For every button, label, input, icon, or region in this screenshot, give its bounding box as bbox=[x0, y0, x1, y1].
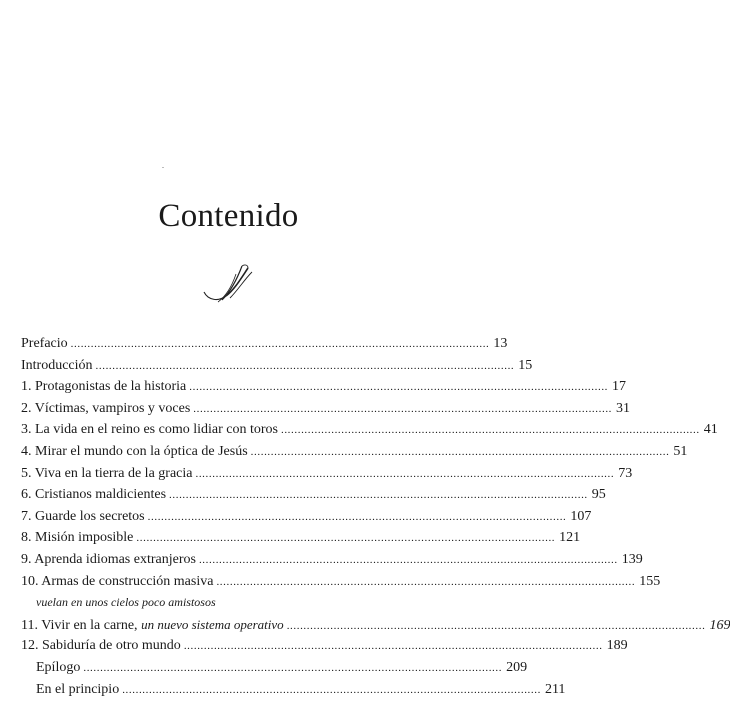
toc-entry[interactable] bbox=[21, 527, 425, 549]
toc-entry-title-italic: un nuevo sistema operativo bbox=[141, 617, 284, 632]
toc-entry[interactable] bbox=[21, 679, 425, 701]
dot-leader: ............................................................................................................................. bbox=[287, 616, 706, 638]
toc-entry-subtitle bbox=[21, 592, 425, 614]
toc-entry[interactable] bbox=[21, 571, 425, 593]
toc-entry-title bbox=[21, 614, 284, 637]
toc-entry-title: Prefacio bbox=[21, 333, 68, 355]
dot-leader: ............................................................................................................................. bbox=[281, 420, 700, 442]
toc-entry-page: 41 bbox=[704, 419, 718, 441]
toc-entry[interactable] bbox=[21, 549, 425, 571]
toc-entry[interactable] bbox=[21, 419, 425, 441]
flourish-ornament-icon bbox=[196, 262, 258, 308]
dot-leader: ............................................................................................................................. bbox=[136, 528, 555, 550]
toc-entry-title: 10. Armas de construcción masiva bbox=[21, 571, 213, 593]
toc-entry-title: 1. Protagonistas de la historia bbox=[21, 376, 186, 398]
toc-entry-page: 139 bbox=[622, 549, 643, 571]
toc-entry-title: 9. Aprenda idiomas extranjeros bbox=[21, 549, 196, 571]
toc-entry[interactable] bbox=[21, 635, 425, 657]
toc-entry[interactable] bbox=[21, 376, 425, 398]
dot-leader: ............................................................................................................................. bbox=[96, 356, 515, 378]
toc-entry-title: 7. Guarde los secretos bbox=[21, 506, 145, 528]
dot-leader: ............................................................................................................................. bbox=[122, 680, 541, 701]
toc-entry-title: 8. Misión imposible bbox=[21, 527, 133, 549]
toc-entry-page: 15 bbox=[518, 355, 532, 377]
toc-entry[interactable] bbox=[21, 355, 425, 377]
toc-entry-page: 121 bbox=[559, 527, 580, 549]
dot-leader: ............................................................................................................................. bbox=[193, 399, 612, 421]
toc-entry-subtitle-text: vuelan en unos cielos poco amistosos bbox=[36, 592, 216, 614]
table-of-contents bbox=[21, 333, 425, 700]
stray-mark bbox=[162, 167, 164, 168]
toc-entry-page: 189 bbox=[607, 635, 628, 657]
page-title: Contenido bbox=[0, 196, 457, 236]
dot-leader: ............................................................................................................................. bbox=[189, 377, 608, 399]
toc-entry-page: 211 bbox=[545, 679, 565, 701]
dot-leader: ............................................................................................................................. bbox=[71, 334, 490, 356]
toc-entry-page: 169 bbox=[709, 615, 730, 637]
dot-leader: ............................................................................................................................. bbox=[148, 507, 567, 529]
toc-entry-page: 95 bbox=[592, 484, 606, 506]
toc-entry-title: 6. Cristianos maldicientes bbox=[21, 484, 166, 506]
toc-entry-title: 3. La vida en el reino es como lidiar con toros bbox=[21, 419, 278, 441]
toc-entry-page: 17 bbox=[612, 376, 626, 398]
toc-entry-page: 31 bbox=[616, 398, 630, 420]
toc-entry-title: Epílogo bbox=[36, 657, 80, 679]
toc-entry-title: 4. Mirar el mundo con la óptica de Jesús bbox=[21, 441, 248, 463]
toc-entry[interactable] bbox=[21, 441, 425, 463]
toc-entry[interactable] bbox=[21, 463, 425, 485]
toc-entry[interactable] bbox=[21, 398, 425, 420]
dot-leader: ............................................................................................................................. bbox=[195, 464, 614, 486]
dot-leader: ............................................................................................................................. bbox=[199, 550, 618, 572]
toc-entry-title: 2. Víctimas, vampiros y voces bbox=[21, 398, 190, 420]
toc-entry[interactable] bbox=[21, 657, 425, 679]
toc-entry-title: 5. Viva en la tierra de la gracia bbox=[21, 463, 192, 485]
toc-entry-page: 107 bbox=[570, 506, 591, 528]
toc-entry-page: 73 bbox=[618, 463, 632, 485]
toc-entry-title: Introducción bbox=[21, 355, 93, 377]
toc-entry[interactable] bbox=[21, 333, 425, 355]
dot-leader: ............................................................................................................................. bbox=[251, 442, 670, 464]
toc-entry-title: En el principio bbox=[36, 679, 119, 701]
dot-leader: ............................................................................................................................. bbox=[169, 485, 588, 507]
toc-entry-page: 155 bbox=[639, 571, 660, 593]
dot-leader: ............................................................................................................................. bbox=[184, 636, 603, 658]
dot-leader: ............................................................................................................................. bbox=[216, 572, 635, 594]
toc-entry[interactable] bbox=[21, 484, 425, 506]
toc-entry[interactable] bbox=[21, 506, 425, 528]
toc-entry-page: 209 bbox=[506, 657, 527, 679]
toc-entry-title: 12. Sabiduría de otro mundo bbox=[21, 635, 181, 657]
toc-entry-page: 13 bbox=[493, 333, 507, 355]
toc-entry-title-main: 11. Vivir en la carne, bbox=[21, 618, 138, 633]
toc-entry[interactable] bbox=[21, 614, 425, 636]
toc-entry-page: 51 bbox=[673, 441, 687, 463]
dot-leader: ............................................................................................................................. bbox=[83, 658, 502, 680]
